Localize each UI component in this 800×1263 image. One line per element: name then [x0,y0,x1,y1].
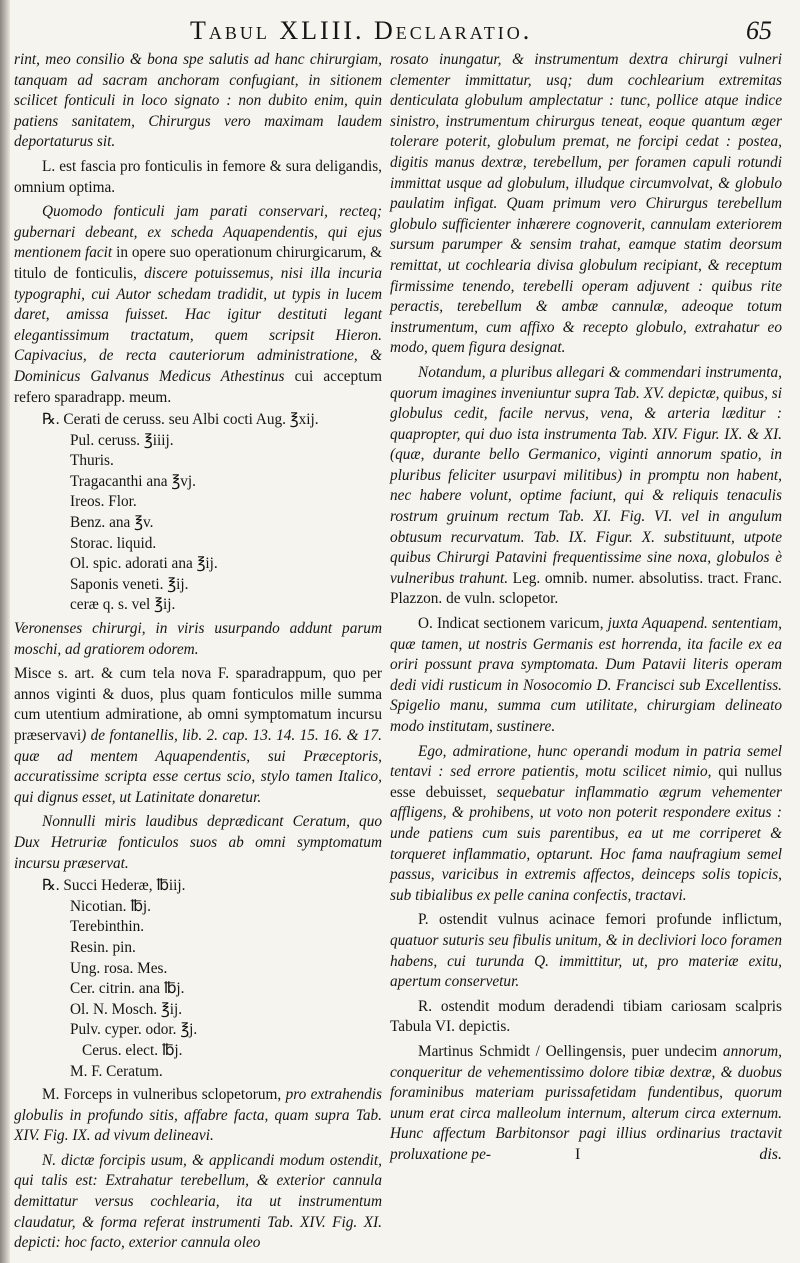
recipe-sparadrap [14,410,382,616]
text-span: P. ostendit vulnus acinace femori profunde inflictum, [418,911,782,929]
text-span: quatuor suturis seu fibulis unitum, & in decliviori loco foramen habens, cui turunda Q. immittitur, ut, pro materiæ exitu, apertum conservetur. [390,931,782,991]
recipe-line: Tragacanthi ana ℥vj. [70,472,196,490]
paragraph: rint, meo consilio & bona spe salutis ad hanc chirurgiam, tanquam ad sacram anchoram confugiant, in sitionem scilicet fonticuli in loco signato : non dubito enim, quin patiens sanitatem, Chirurgus vero maximam laudem deportaturus sit. [14,51,382,151]
paragraph: N. dictæ forcipis usum, & applicandi modum ostendit, qui talis est: Extrahatur terebellum, & exterior cannula demittatur versus cochleariа, ita ut instrumentum claudatur, & forma referat instrumenti Tab. XIV. Fig. XI. depicti: hoc facto, exterior cannula oleo [14,1151,382,1252]
recipe-line: Resin. pin. [70,938,136,956]
recipe-line: ceræ q. s. vel ℥ij. [70,596,176,614]
text-span: sequebatur inflammatio ægrum vehementer affligens, & prohibens, ut voto non poterit respondere exitus : unde patiens cum suis parentibus, ea ut me corriperet & torqueret inflammatio, optarunt. Hoc fama naufragium semel passus, varicibus in extremis affectos, deinceps solis topicis, sub tibialibus ex pelle canina confectis, tractavi. [390,783,782,904]
recipe-line: Cerus. elect. ℔j. [82,1041,183,1059]
paragraph-forceps [14,1085,382,1147]
text-span: Leg. omnib. numer. absolutiss. tract. Franc. Plazzon. de vuln. sclopetor. [390,569,782,608]
text-span: Notandum, a pluribus allegari & commendari instrumenta, quorum imagines inveniuntur supra Tab. XV. depictæ, quibus, si globulus cedit, facile nervus, vena, & arteria læditur : quapropter, qui duo ista instrumenta Tab. XIV. Figur. IX. & XI. (quæ, durante bello Germanico, viginti annorum spatio, in pluribus feliciter usurpavi militibus) in promptu non habent, nec habere volunt, optime faciunt, qui & reliquis tenaculis rostrum gruinum rectum Tab. XI. Fig. VI. vel in angulum obtusum recurvatum. Tab. IX. Figur. X. substituunt, utpote quibus Chirurgi Patavini frequentissime sine noxa, globulos è vulneribus trahunt. [390,363,782,587]
text-span: Martinus Schmidt / Oellingensis, puer undecim [418,1042,718,1060]
text-span: ) de fontanellis, lib. 2. cap. 13. 14. 15. 16. & 17. quæ ad mentem Aquapendentis, sui Præceptoris, accuratissime scripta esse certus scio, stylo tamen Italico, qui dignus esset, ut Latinitate donaretur. [14,727,382,806]
page-gutter-shadow [0,0,10,1263]
text-span: M. Forceps in vulneribus sclopetorum, [42,1086,282,1104]
text-span: O. Indicat sectionem varicum, [418,615,604,633]
page-number: 65 [746,16,772,45]
text-span: in opere suo operationum chirurgicarum, & titulo de fonticulis, [14,244,382,282]
paragraph: Nonnulli miris laudibus deprædicant Ceratum, quo Dux Hetruriæ fonticulos suos ab omni symptomatum incursu præservat. [14,813,382,872]
recipe-line: Ireos. Flor. [70,493,137,511]
text-span: cui acceptum refero sparadrapp. meum. [14,367,382,406]
running-title: Tabul XLIII. Declaratio. [190,16,533,45]
recipe-line: Ol. spic. adorati ana ℥ij. [70,555,218,573]
recipe-line: M. F. Ceratum. [70,1062,163,1080]
recipe-line: Benz. ana ℥v. [70,514,154,532]
catchword: dis. [759,1146,782,1163]
paragraph [390,742,782,907]
text-span: Misce s. art. & cum tela nova F. sparadrappum, quo per annos viginti & duos, plus quam fonticulos mille summa cum utentium admiratione, ab omni symptomatum incursu præservavi [14,665,382,744]
text-span: pro extrahendis globulis in profundo sitis, affabre facta, quam supra Tab. XIV. Fig. IX. ad vivum delineavi. [14,1086,383,1145]
paragraph [14,664,382,808]
recipe-line: Thuris. [70,452,114,470]
paragraph: rosato inungatur, & instrumentum dextra chirurgi vulneri clementer immittatur, usq; dum cochlearium extremitas denticulata globulum amplectatur : tunc, pollice atque indice sinistro, instrumentum chirurgus teneat, eoque quantum æger tolerare poterit, globulum premat, ne forcipi cedat : postea, digitis manus dextræ, terebellum, per foramen capuli rotundi immittat usque ad globulum, illudque circumvolvat, & globulo paulatim infigat. Quam primum vero Chirurgus terebellum globulo sufficienter inhærere cognoverit, cannulam exteriorem sursum parumper & sensim trahat, eamque statim deorsum remittat, ut cochlearia divisa globulum recipiant, & receptum firmissime tenendo, terebelli operam adjuvent : quibus rite peractis, terebellum & ambæ cannulæ, adeoque totum instrumentum, cum affixo & recepto globulo, extrahatur eo modo, quem figura designat. [390,51,782,357]
right-column [390,50,782,1203]
recipe-line: ℞. Cerati de ceruss. seu Albi cocti Aug. ℥xij. [42,411,319,429]
recipe-ceratum [14,876,382,1082]
paragraph-varices [390,614,782,738]
recipe-line: Cer. citrin. ana ℔j. [70,980,185,998]
left-column [14,50,383,1252]
paragraph: R. ostendit modum deradendi tibiam cariosam scalpris Tabula VI. depictis. [390,997,782,1036]
recipe-line: ℞. Succi Hederæ, ℔iij. [42,877,186,895]
paragraph [390,1042,782,1166]
text-span: Ego, admiratione, hunc operandi modum in patria semel tentavi : sed errore patientis, motu scilicet nimio, [390,742,782,781]
paragraph: Veronenses chirurgi, in viris usurpando addunt parum moschi, ad gratiorem odorem. [14,620,382,658]
recipe-line: Ol. N. Mosch. ℥ij. [70,1000,183,1018]
recipe-line: Ung. rosa. Mes. [70,959,168,977]
paragraph-fascia: L. est fascia pro fonticulis in femore & sura deligandis, omnium optima. [14,157,382,196]
paragraph [390,910,782,992]
recipe-line: Saponis veneti. ℥ij. [70,575,189,593]
recipe-line: Pulv. cyper. odor. ℥j. [70,1021,198,1039]
recipe-line: Pul. ceruss. ℥iiij. [70,431,174,449]
text-span: annorum, conqueritur de vehementissimo dolore tibiæ dextræ, & duobus foraminibus materiam purissafetidam fundentibus, quorum unum erat circa malleolum internum, alterum circa externum. Hunc affectum Barbitonsor pagi illius ordinarius tractavit proluxatione pe- [390,1042,782,1163]
text-span: juxta Aquapend. sententiam, quæ tamen, ut nostris Germanis est horrenda, ita facile ex ea oriri possunt prava symptomata. Dum Patavii literis operam dedi vidi rusticum in Nosocomio D. Francisci sub Excellentiss. Spigelio manu, summa cum utilitate, chirurgiam delineato modo institutam, sustinere. [390,615,782,735]
recipe-line: Nicotian. ℔j. [70,897,151,915]
text-span: Quomodo fonticuli jam parati conservari, recteq; gubernari debeant, ex scheda Aquapendentis, qui ejus mentionem facit [14,203,382,262]
running-header [190,16,790,50]
signature-mark: I [575,1146,581,1163]
paragraph-fonticuli [14,202,382,408]
recipe-line: Storac. liquid. [70,534,157,552]
paragraph-notandum [390,363,782,610]
text-span: discere potuissemus, nisi illa incuria typographi, cui Autor schedam tradidit, ut typis in lucem daret, amissa fuisset. Hac igitur destituti legant elegantissimum tractatum, quem scripsit Hieron. Capivacius, de recta cauteriorum administratione, & Dominicus Galvanus Medicus Athestinus [14,264,382,385]
recipe-line: Terebinthin. [70,918,145,936]
text-span: qui nullus esse debuisset, [390,763,782,801]
